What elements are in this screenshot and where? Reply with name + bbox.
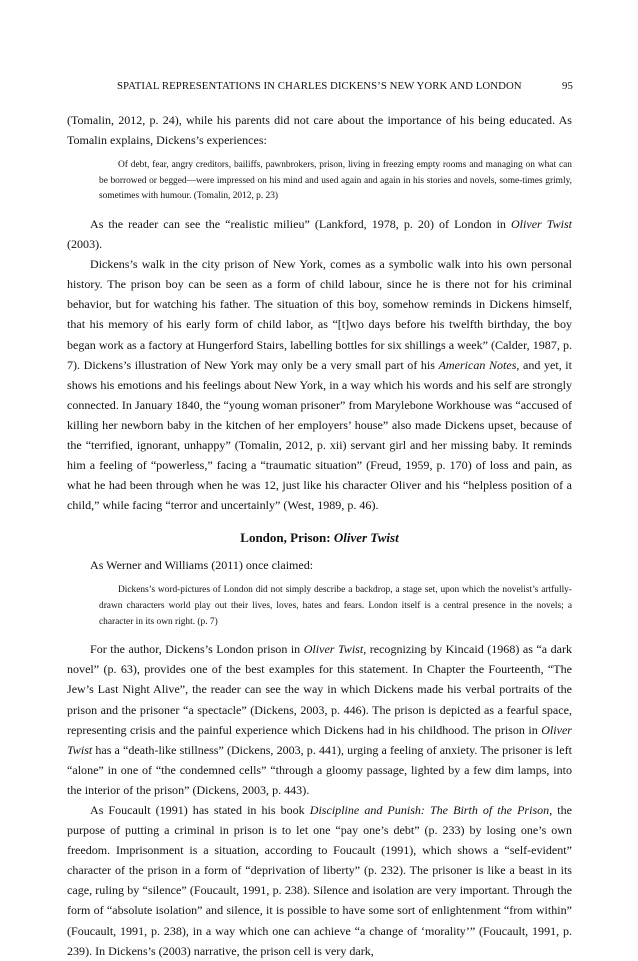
text-run: has a “death-like stillness” (Dickens, 2003, p. 441), urging a feeling of anxiety. The prisoner is left “alone” in one of “the condemned cells” “through a gloomy passage, lighted by a few dim lamps, into the interior of the prison” (Dickens, 2003, p. 443). xyxy=(67,742,572,797)
paragraph-new-york-prison xyxy=(67,254,572,515)
text-run: Dickens’s walk in the city prison of New York, comes as a symbolic walk into his own personal history. The prison boy can be seen as a form of child labour, since he is there not for his criminal behavior, but for watching his father. The situation of this boy, somehow reminds in Dickens himself, that his memory of his early form of child labor, as “[t]wo days before his twelfth birthday, the boy began work as a factory at Hungerford Stairs, labelling bottles for six shillings a week” (Calder, 1987, p. 7). Dickens’s illustration of New York may only be a very small part of his xyxy=(67,257,572,372)
book-title-american-notes: American Notes xyxy=(438,357,517,372)
article-body xyxy=(67,110,572,961)
text-run: As the reader can see the “realistic milieu” (Lankford, 1978, p. 20) of London in xyxy=(90,216,511,231)
book-title-discipline-and-punish: Discipline and Punish: The Birth of the Prison xyxy=(309,803,550,817)
text-run: , recognizing by Kincaid (1968) as “a dark novel” (p. 63), provides one of the best examples for this statement. In Chapter the Fourteenth, “The Jew’s Last Night Alive”, the reader can see the way in which Dickens made his verbal portraits of the prison and the prisoner “a spectacle” (Dickens, 2003, p. 446). The prison is depicted as a fearful space, representing crisis and the painful experience which Dickens had in his childhood. The prison in xyxy=(67,642,572,737)
heading-italic-title: Oliver Twist xyxy=(333,530,399,546)
paragraph-continuation: (Tomalin, 2012, p. 24), while his parents did not care about the importance of his being educated. As Tomalin explains, Dickens’s experiences: xyxy=(67,113,572,148)
paragraph-werner-williams: As Werner and Williams (2011) once claimed: xyxy=(90,558,314,573)
text-run: (2003). xyxy=(67,237,103,252)
paragraph-realistic-milieu xyxy=(67,214,572,254)
running-title: SPATIAL REPRESENTATIONS IN CHARLES DICKENS’S NEW YORK AND LONDON xyxy=(117,80,522,92)
paragraph-foucault xyxy=(67,800,572,961)
text-run: For the author, Dickens’s London prison in xyxy=(90,642,304,657)
book-title-oliver-twist: Oliver Twist xyxy=(303,642,364,657)
paragraph-london-prison xyxy=(67,639,572,800)
block-quote-werner-williams: Dickens’s word-pictures of London did not simply describe a backdrop, a stage set, upon which the novelist’s artfully-drawn characters world play out their lives, loves, hates and fears. London itself is a central presence in the novels; a character in its own right. (p. 7) xyxy=(99,585,572,627)
text-run: As Foucault (1991) has stated in his book xyxy=(90,803,310,817)
running-header xyxy=(0,80,638,98)
book-title-oliver-twist: Oliver Twist xyxy=(67,722,572,757)
block-quote-tomalin: Of debt, fear, angry creditors, bailiffs, pawnbrokers, prison, living in freezing empty rooms and managing on what can be borrowed or begged—were impressed on his mind and used again and again in his stories and novels, some-times grimly, sometimes with humour. (Tomalin, 2012, p. 23) xyxy=(99,160,572,202)
page-number: 95 xyxy=(562,80,573,92)
text-run: , the purpose of putting a criminal in prison is to let one “pay one’s debt” (p. 233) by losing one’s own freedom. Imprisonment is a situation, according to Foucault (1991), which shows a “self-evident” character of the prison in a form of “deprivation of liberty” (p. 232). The prisoner is like a beast in its cage, ruling by “silence” (Foucault, 1991, p. 238). Silence and isolation are very important. Through the form of “absolute isolation” and silence, it is possible to have some sort of enlightenment “from within” (Foucault, 1991, p. 238), in a way which one can achieve “a change of ‘morality’” (Foucault, 1991, p. 239). In Dickens’s (2003) narrative, the prison cell is very dark, xyxy=(67,803,572,958)
book-title-oliver-twist: Oliver Twist xyxy=(510,216,572,231)
text-run: , and yet, it shows his emotions and his feelings about New York, in a way which his words and his self are strongly connected. In January 1840, the “young woman prisoner” from Marylebone Workhouse was “accused of killing her newborn baby in the kitchen of her employers’ house” also made Dickens upset, because of the “terrified, ignorant, unhappy” (Tomalin, 2012, p. xii) servant girl and her missing baby. It reminds him a feeling of “powerless,” facing a “traumatic situation” (Freud, 1959, p. 170) of loss and pain, as what he had been through when he was 12, just like his character Oliver and his “helpless position of a child,” while facing “terror and uncertainly” (West, 1989, p. 46). xyxy=(67,357,572,513)
section-heading xyxy=(67,529,572,547)
heading-text: London, Prison: xyxy=(240,530,334,546)
